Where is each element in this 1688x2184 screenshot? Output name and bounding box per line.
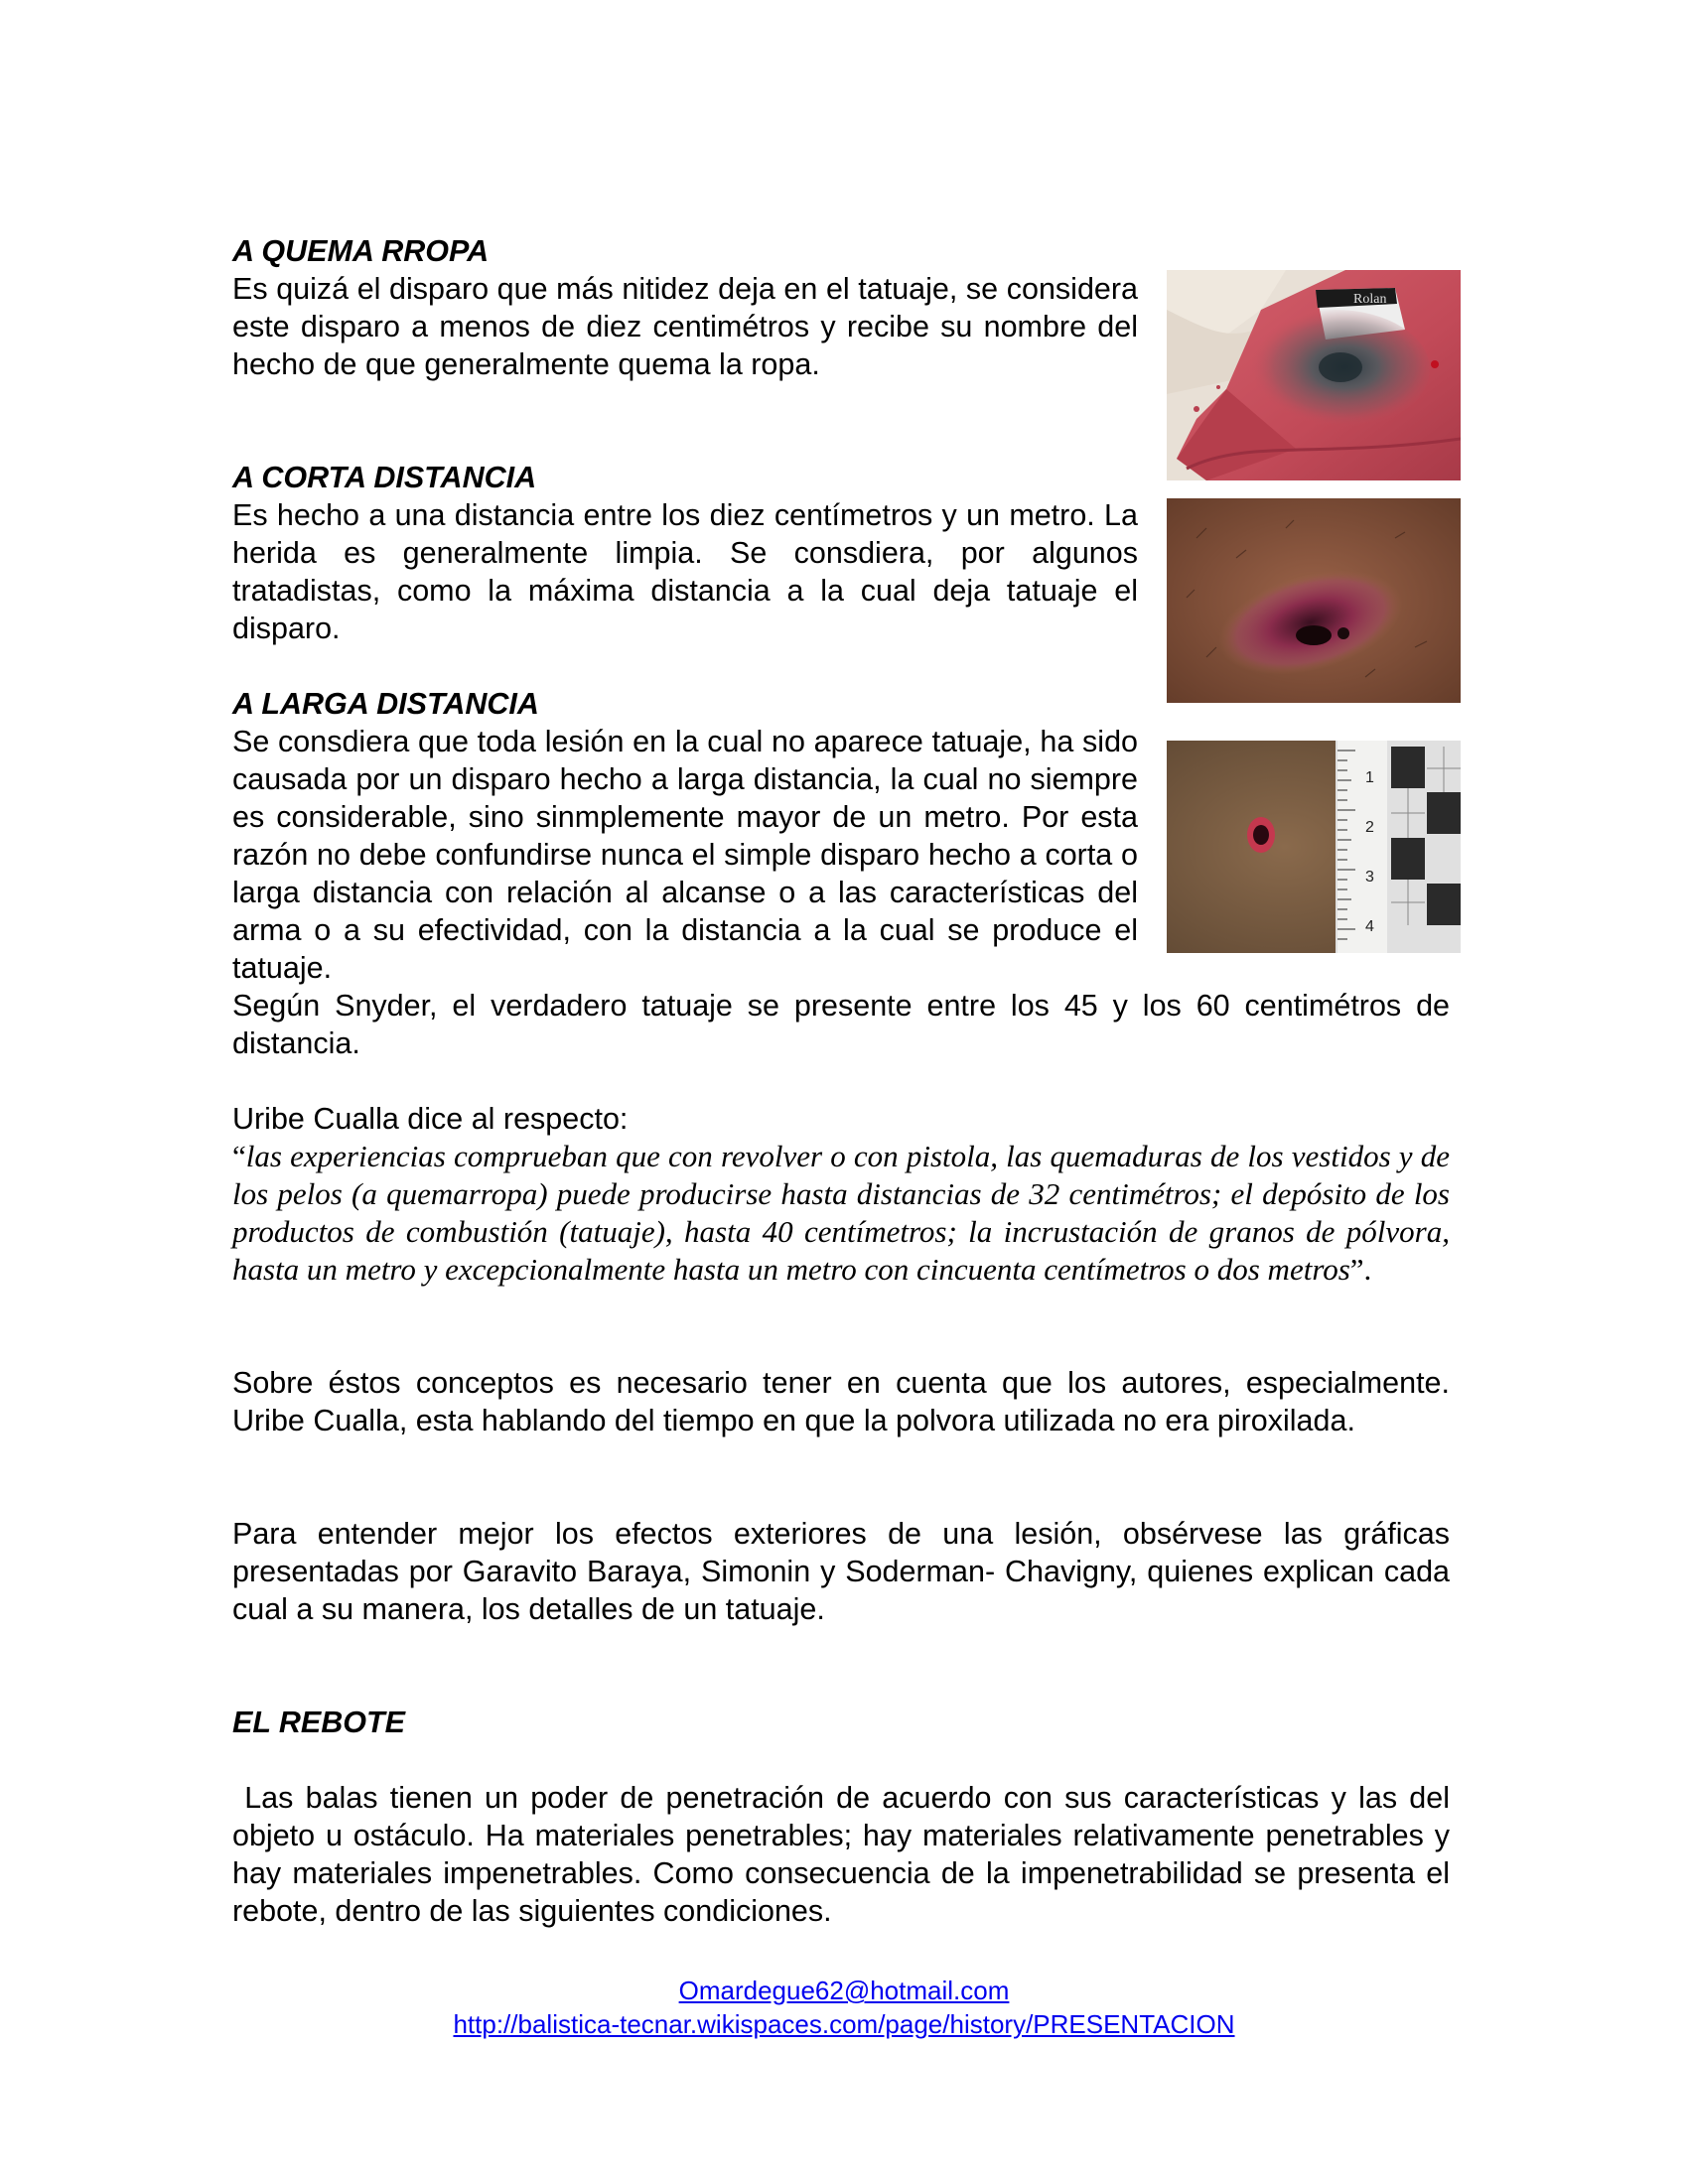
shirt-label-text: Rolan [1353,292,1387,307]
paragraph-larga-distancia: Se consdiera que toda lesión en la cual no aparece tatuaje, ha sido causada por un disparo hecho a larga distancia, la cual no siempre es considerable, sino sinmplemente mayor de un metro. Por esta razón no debe confundirse nunca el simple disparo hecho a corta o larga distancia con relación al alcanse o a las características del arma o a su efectividad, con la distancia a la cual se produce el tatuaje. [232,725,1138,985]
photo-wound-close-range [1167,498,1461,703]
footer-url-link[interactable]: http://balistica-tecnar.wikispaces.com/page/history/PRESENTACION [453,2009,1235,2039]
quote-text: las experiencias comprueban que con revolver o con pistola, las quemaduras de los vestidos y de los pelos (a quemarropa) puede producirse hasta distancias de 32 centimétros; el depósito de los productos de combustión (tatuaje), hasta 40 centímetros; la incrustación de granos de pólvora, hasta un metro y excepcionalmente hasta un metro con cincuenta centímetros o dos metros [232,1139,1450,1287]
paragraph-corta-distancia: Es hecho a una distancia entre los diez centímetros y un metro. La herida es generalmente limpia. Se consdiera, por algunos tratadistas, como la máxima distancia a la cual deja tatuaje el disparo. [232,498,1138,645]
section-rebote [232,1704,1459,1930]
heading-quema-ropa: A QUEMA RROPA [232,234,490,268]
quote-close-mark: ”. [1349,1252,1372,1287]
paragraph-quema-ropa: Es quizá el disparo que más nitidez deja en el tatuaje, se considera este disparo a menos de diez centimétros y recibe su nombre del hecho de que generalmente quema la ropa. [232,272,1138,381]
footer [0,1974,1688,2041]
section-snyder [232,987,1450,1062]
footer-email-link[interactable]: Omardegue62@hotmail.com [678,1976,1010,2005]
heading-larga-distancia: A LARGA DISTANCIA [232,687,539,721]
ruler-number-2: 2 [1365,819,1374,836]
ruler-number-1: 1 [1365,769,1374,786]
ruler-number-4: 4 [1365,918,1374,935]
section-corta-distancia [232,459,1138,647]
paragraph-conceptos: Sobre éstos conceptos es necesario tener en cuenta que los autores, especialmente. Uribe Cualla, esta hablando del tiempo en que la polvora utilizada no era piroxilada. [232,1366,1450,1437]
spacer [232,1741,1450,1779]
paragraph-rebote: Las balas tienen un poder de penetración de acuerdo con sus características y las del objeto u ostáculo. Ha materiales penetrables; hay materiales relativamente penetrables y hay materiales impenetrables. Como consecuencia de la impenetrabilidad se presenta el rebote, dentro de las siguientes condiciones. [232,1781,1459,1928]
quote-open-mark: “ [232,1139,246,1173]
paragraph-uribe-intro: Uribe Cualla dice al respecto: [232,1102,629,1136]
paragraph-graficas: Para entender mejor los efectos exteriores de una lesión, obsérvese las gráficas presentadas por Garavito Baraya, Simonin y Soderman- Chavigny, quienes explican cada cual a su manera, los detalles de un tatuaje. [232,1517,1450,1626]
section-graficas [232,1515,1450,1628]
paragraph-snyder: Según Snyder, el verdadero tatuaje se presente entre los 45 y los 60 centimétros de distancia. [232,989,1450,1060]
photo-burned-shirt [1167,270,1461,480]
photo-wound-long-range [1167,741,1461,953]
section-uribe [232,1100,1450,1289]
section-conceptos [232,1364,1450,1439]
section-larga-distancia [232,685,1138,987]
quote-uribe [232,1138,1450,1289]
heading-rebote: EL REBOTE [232,1706,405,1739]
ruler-number-3: 3 [1365,869,1374,886]
section-quema-ropa [232,232,1138,383]
heading-corta-distancia: A CORTA DISTANCIA [232,461,537,494]
